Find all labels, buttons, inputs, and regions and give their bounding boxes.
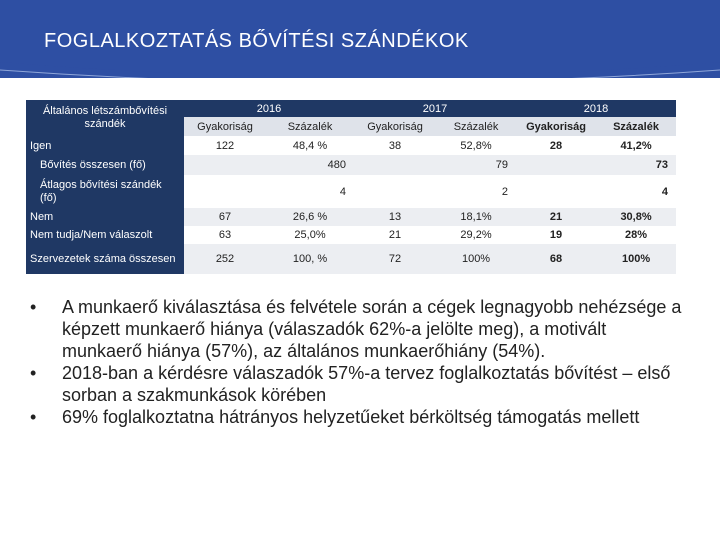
page-title: FOGLALKOZTATÁS BŐVÍTÉSI SZÁNDÉKOK bbox=[44, 30, 469, 52]
bullet-symbol: • bbox=[30, 363, 37, 383]
table-cell: 73 bbox=[516, 155, 676, 175]
table-cell: 252 bbox=[184, 244, 266, 274]
table-cell: 72 bbox=[354, 244, 436, 274]
table-row bbox=[26, 244, 676, 274]
hiring-intentions-table bbox=[26, 100, 676, 274]
year-header-2016: 2016 bbox=[184, 100, 354, 117]
table-cell: 21 bbox=[516, 208, 596, 226]
table-cell: 100, % bbox=[266, 244, 354, 274]
table-cell: 100% bbox=[436, 244, 516, 274]
table-cell: 122 bbox=[184, 136, 266, 155]
row-label: Szervezetek száma összesen bbox=[26, 244, 184, 274]
table-cell: 63 bbox=[184, 226, 266, 244]
col-header: Gyakoriság bbox=[354, 117, 436, 136]
table-cell: 21 bbox=[354, 226, 436, 244]
table-cell: 38 bbox=[354, 136, 436, 155]
table-corner-label: Általános létszámbővítési szándék bbox=[26, 100, 184, 136]
col-header: Százalék bbox=[436, 117, 516, 136]
row-label: Átlagos bővítési szándék (fő) bbox=[26, 175, 184, 208]
row-label: Nem bbox=[26, 208, 184, 226]
table-cell: 4 bbox=[516, 175, 676, 208]
bullet-text: 69% foglalkoztatna hátrányos helyzetűeket bérköltség támogatás mellett bbox=[62, 407, 640, 427]
table-cell: 13 bbox=[354, 208, 436, 226]
table-cell: 2 bbox=[354, 175, 516, 208]
row-label: Igen bbox=[26, 136, 184, 155]
table-cell: 25,0% bbox=[266, 226, 354, 244]
table-cell: 79 bbox=[354, 155, 516, 175]
table-cell: 30,8% bbox=[596, 208, 676, 226]
list-item bbox=[30, 406, 690, 428]
table-cell: 68 bbox=[516, 244, 596, 274]
table-cell: 26,6 % bbox=[266, 208, 354, 226]
row-label: Nem tudja/Nem válaszolt bbox=[26, 226, 184, 244]
col-header: Százalék bbox=[266, 117, 354, 136]
bullet-text: A munkaerő kiválasztása és felvétele során a cégek legnagyobb nehézsége a képzett munkaerő hiánya (válaszadók 62%-a jelölte meg), a motivált munkaerő hiánya (57%), az általános munkaerőhiány (54%). bbox=[62, 297, 682, 361]
table-cell: 28 bbox=[516, 136, 596, 155]
table-cell: 67 bbox=[184, 208, 266, 226]
table-row bbox=[26, 226, 676, 244]
table-cell: 48,4 % bbox=[266, 136, 354, 155]
table-row bbox=[26, 175, 676, 208]
list-item bbox=[30, 362, 690, 406]
row-label: Bővítés összesen (fő) bbox=[26, 155, 184, 175]
table-row bbox=[26, 208, 676, 226]
col-header: Százalék bbox=[596, 117, 676, 136]
table-cell: 41,2% bbox=[596, 136, 676, 155]
list-item bbox=[30, 296, 690, 362]
header-banner bbox=[0, 0, 720, 78]
table-cell: 28% bbox=[596, 226, 676, 244]
year-header-2018: 2018 bbox=[516, 100, 676, 117]
table-row bbox=[26, 155, 676, 175]
col-header: Gyakoriság bbox=[184, 117, 266, 136]
bullet-list bbox=[30, 296, 690, 428]
table-cell: 480 bbox=[184, 155, 354, 175]
year-header-2017: 2017 bbox=[354, 100, 516, 117]
bullet-symbol: • bbox=[30, 407, 37, 427]
table-cell: 100% bbox=[596, 244, 676, 274]
table-cell: 52,8% bbox=[436, 136, 516, 155]
bullet-symbol: • bbox=[30, 297, 37, 317]
bullet-text: 2018-ban a kérdésre válaszadók 57%-a tervez foglalkoztatás bővítést – első sorban a szakmunkások körében bbox=[62, 363, 671, 405]
table-cell: 18,1% bbox=[436, 208, 516, 226]
col-header: Gyakoriság bbox=[516, 117, 596, 136]
table-cell: 29,2% bbox=[436, 226, 516, 244]
table-row bbox=[26, 136, 676, 155]
table-cell: 4 bbox=[184, 175, 354, 208]
table-cell: 19 bbox=[516, 226, 596, 244]
